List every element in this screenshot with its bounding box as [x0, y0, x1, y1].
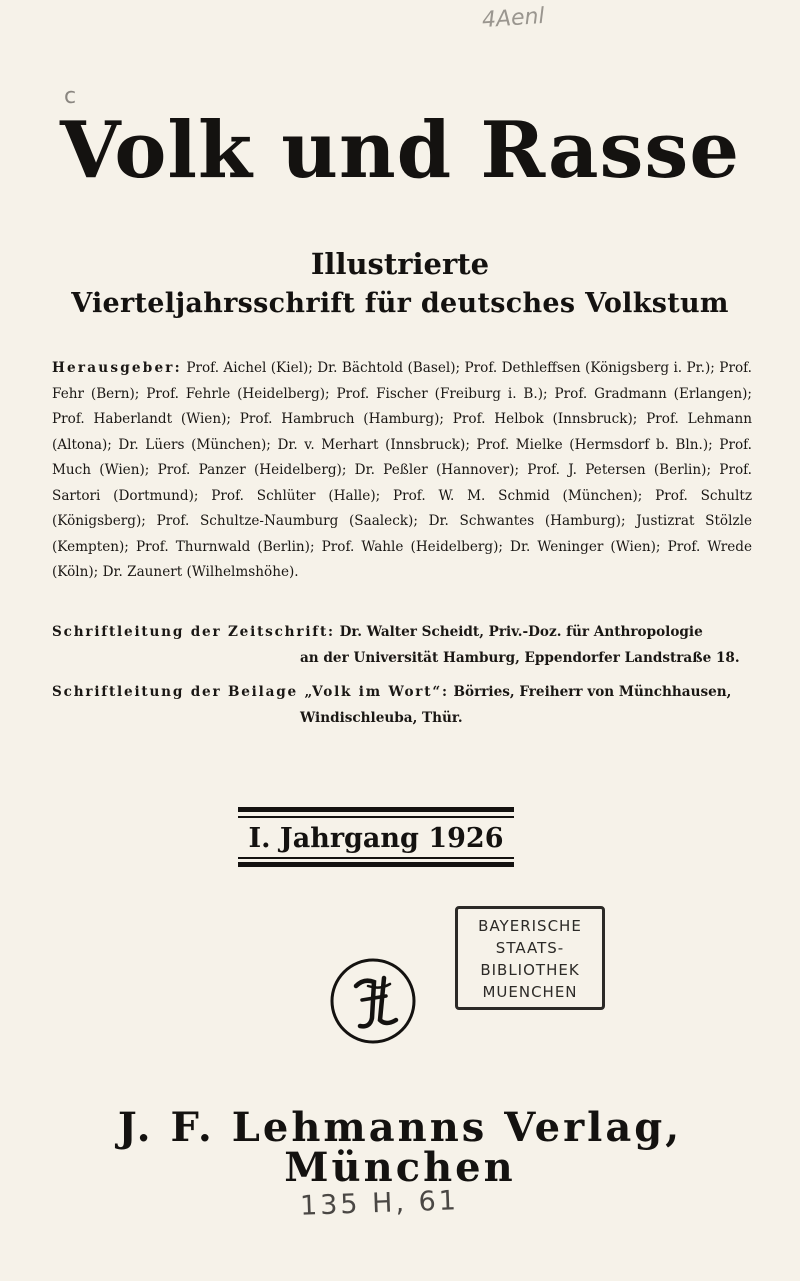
journal-editorial-line-2: an der Universität Hamburg, Eppendorfer Landstraße 18. — [300, 649, 740, 666]
journal-editorial-line-1: Dr. Walter Scheidt, Priv.-Doz. für Anthropologie — [339, 624, 703, 640]
stamp-line: STAATS- — [495, 939, 565, 957]
editors-block — [52, 356, 752, 586]
volume-rule-bottom-thin — [238, 857, 514, 859]
volume-rule-top-thin — [238, 816, 514, 818]
editors-label: Herausgeber: — [52, 360, 182, 376]
supplement-editorial-line-2: Windischleuba, Thür. — [300, 709, 463, 726]
supplement-editorial-label: Schriftleitung der Beilage „Volk im Wort“: — [52, 684, 449, 700]
pencil-note-margin: c — [64, 84, 77, 109]
journal-editorial-block — [52, 620, 752, 671]
publisher-logo-icon — [328, 956, 418, 1046]
volume-rule-bottom-thick — [238, 862, 514, 867]
volume-rule-top-thick — [238, 807, 514, 812]
volume-label: I. Jahrgang 1926 — [248, 823, 504, 854]
subtitle-line-1: Illustrierte — [310, 247, 490, 281]
stamp-line: MUENCHEN — [482, 983, 578, 1001]
library-stamp — [455, 906, 605, 1010]
publisher-name: J. F. Lehmanns Verlag, München — [117, 1104, 683, 1191]
supplement-editorial-block — [52, 680, 752, 731]
pencil-note-top: 4Aenl — [481, 3, 546, 34]
stamp-line: BIBLIOTHEK — [480, 961, 580, 979]
journal-title: Volk und Rasse — [60, 105, 740, 196]
supplement-editorial-line-1: Börries, Freiherr von Münchhausen, — [453, 684, 732, 700]
shelfmark: 135 H, 61 — [299, 1185, 460, 1222]
journal-editorial-label: Schriftleitung der Zeitschrift: — [52, 624, 335, 640]
stamp-line: BAYERISCHE — [478, 917, 582, 935]
editors-list: Prof. Aichel (Kiel); Dr. Bächtold (Basel); Prof. Dethleffsen (Königsberg i. Pr.); Prof. Fehr (Bern); Prof. Fehrle (Heidelberg); Prof. Fischer (Freiburg i. B.); Prof. Gradmann (Erlangen); Prof. Haberlandt (Wien); Prof. Hambruch (Hamburg); Prof. Helbok (Innsbruck); Prof. Lehmann (Altona); Dr. Lüers (München); Dr. v. Merhart (Innsbruck); Prof. Mielke (Hermsdorf b. Bln.); Prof. Much (Wien); Prof. Panzer (Heidelberg); Dr. Peßler (Hannover); Prof. J. Petersen (Berlin); Prof. Sartori (Dortmund); Prof. Schlüter (Halle); Prof. W. M. Schmid (München); Prof. Schultz (Königsberg); Prof. Schultze-Naumburg (Saaleck); Dr. Schwantes (Hamburg); Justizrat Stölzle (Kempten); Prof. Thurnwald (Berlin); Prof. Wahle (Heidelberg); Dr. Weninger (Wien); Prof. Wrede (Köln); Dr. Zaunert (Wilhelmshöhe). — [52, 360, 752, 580]
subtitle-line-2: Vierteljahrsschrift für deutsches Volkstum — [71, 288, 729, 319]
